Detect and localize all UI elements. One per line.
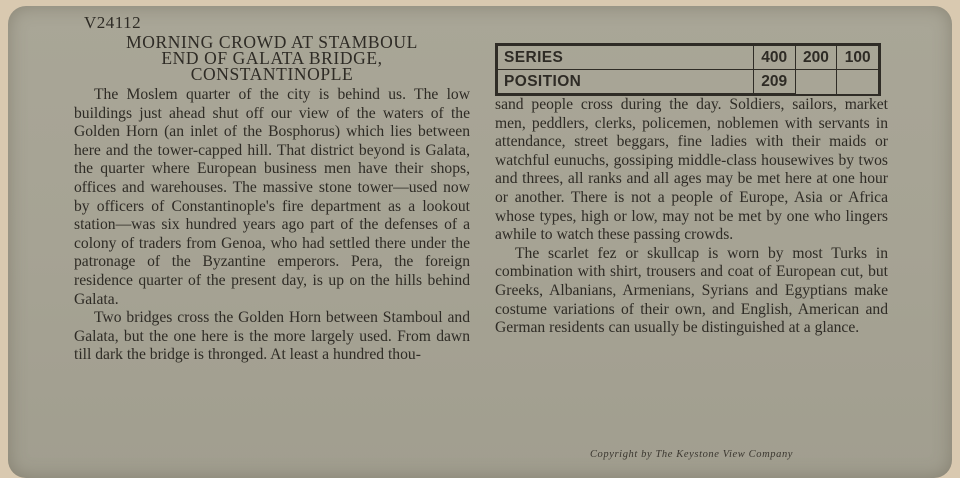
title-line-1: MORNING CROWD AT STAMBOUL [126,32,418,52]
series-value-100: 100 [837,46,879,70]
position-value-100 [837,70,879,94]
series-position-table [495,43,881,96]
body-paragraph-3: The scarlet fez or skullcap is worn by most Turks in combination with shirt, trousers and coat of European cut, but Greeks, Albanians, Armenians, Syrians and Egyptians make costume variations of their own, and English, American and German residents can usually be distinguished at a glance. [495,244,888,337]
card-title [74,34,470,82]
series-row [498,46,879,70]
position-value-200 [795,70,837,94]
left-column [74,14,470,365]
body-paragraph-2: Two bridges cross the Golden Horn between Stamboul and Galata, but the one here is the more largely used. From dawn till dark the bridge is thronged. At least a hundred thou- [74,309,470,364]
position-row [498,70,879,94]
stereoview-card-back [8,6,952,478]
catalog-number: V24112 [84,13,142,32]
title-line-2: END OF GALATA BRIDGE, [161,48,383,68]
series-label: SERIES [498,46,754,70]
series-position-grid [497,45,879,94]
position-value-400: 209 [753,70,795,94]
title-line-3: CONSTANTINOPLE [190,64,354,84]
body-paragraph-2-continued: sand people cross during the day. Soldiers, sailors, market men, peddlers, clerks, policemen, noblemen with servants in attendance, street beggars, fine ladies with their maids or watchful eunuchs, gossiping middle-class housewives by twos and threes, all ranks and all ages may be met here at one hour or another. There is not a people of Europe, Asia or Africa whose types, high or low, may not be met by one who lingers awhile to watch these passing crowds. [495,96,888,244]
series-value-200: 200 [795,46,837,70]
body-paragraph-1: The Moslem quarter of the city is behind us. The low buildings just ahead shut off our view of the waters of the Golden Horn (an inlet of the Bosphorus) which lies between here and the tower-capped hill. That district beyond is Galata, the quarter where European business men have their shops, offices and warehouses. The massive stone tower—used now by officers of Constantinople's fire department as a lookout station—was six hundred years ago part of the defenses of a colony of traders from Genoa, who had settled there under the patronage of the Byzantine emperors. Pera, the foreign residence quarter of the present day, is up on the hills behind Galata. [74,86,470,308]
position-label: POSITION [498,70,754,94]
series-value-400: 400 [753,46,795,70]
right-column [495,96,888,338]
copyright-notice: Copyright by The Keystone View Company [589,449,794,460]
